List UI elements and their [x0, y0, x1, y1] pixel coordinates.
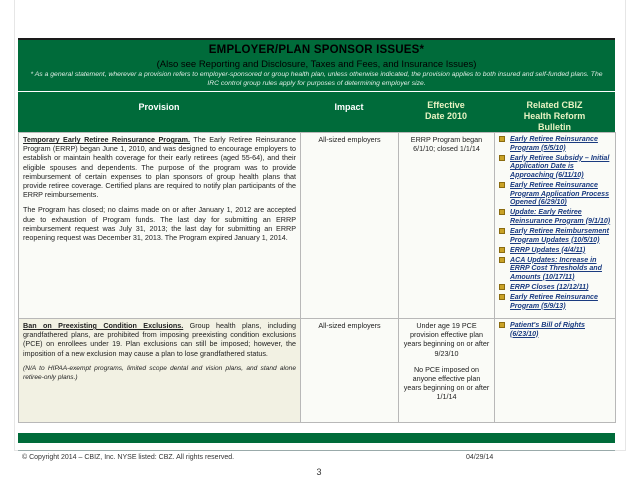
provision-text: The Program has closed; no claims made on or after January 1, 2012 are accepted due to exhaustion of Program funds. The last day for submitting an ERRP reimbursement request was July 31, 2013; the last day for submitting an ERRP reopening request was December 31, 2013. The Program expired January 1, 2014. [23, 205, 296, 243]
table-row [19, 319, 616, 423]
bulletin-link[interactable]: Early Retiree Reinsurance Program Application Process Opened (6/29/10) [499, 181, 611, 207]
page-subtitle: (Also see Reporting and Disclosure, Taxes and Fees, and Insurance Issues) [156, 59, 477, 70]
footer-divider [18, 450, 615, 451]
effective-date-text: No PCE imposed on anyone effective plan years beginning on or after 1/1/14 [403, 364, 490, 402]
related-bulletins-cell [495, 133, 616, 319]
provision-title: Ban on Preexisting Condition Exclusions. [23, 321, 184, 330]
effective-date-text: Under age 19 PCE provision effective plan years beginning on or after 9/23/10 [403, 321, 490, 358]
footer-date: 04/29/14 [466, 454, 494, 461]
bulletin-link[interactable]: Early Retiree Reinsurance Program (5/9/13) [499, 293, 611, 310]
col-related-bulletin-header: Related CBIZ Health Reform Bulletin [523, 100, 586, 132]
scope-note: * As a general statement, wherever a provision refers to employer-sponsored or group health plan, unless otherwise indicated, the provision applies to both insured and self-funded plans. The IRC control group rules apply for purposes of determining employer size. [30, 71, 603, 87]
bullet-square-icon [499, 209, 505, 215]
bullet-square-icon [499, 257, 505, 263]
bottom-rule [18, 433, 615, 443]
col-provision-header: Provision [138, 102, 180, 112]
col-impact-header: Impact [334, 102, 364, 112]
bullet-square-icon [499, 322, 505, 328]
bullet-square-icon [499, 155, 505, 161]
effective-date-cell [399, 319, 495, 423]
bulletin-link[interactable]: Early Retiree Reimbursement Program Updates (10/5/10) [499, 227, 611, 244]
effective-date-cell: ERRP Program began 6/1/10; closed 1/1/14 [399, 133, 495, 319]
impact-cell: All-sized employers [301, 133, 399, 319]
table-row [19, 133, 616, 319]
bulletin-link[interactable]: Early Retiree Reinsurance Program (5/5/10) [499, 135, 611, 152]
bulletin-link[interactable]: ERRP Closes (12/12/11) [499, 283, 611, 292]
bulletin-link[interactable]: ACA Updates: Increase in ERRP Cost Thresholds and Amounts (10/17/11) [499, 256, 611, 282]
col-effective-date-header: Effective Date 2010 [424, 100, 468, 121]
provision-text: The Early Retiree Reinsurance Program (ERRP) began June 1, 2010, and was designed to encourage employers to establish or maintain health coverage for their early retirees (aged 55-64), and their eligible spouses and dependents. The purpose of the program was to provide reimbursement of certain expenses to plan sponsors of group health plans that provide retiree coverage. Certified plans are required to notify plan participants of the ERRP reimbursements. [23, 135, 296, 200]
bulletin-link[interactable]: ERRP Updates (4/4/11) [499, 246, 611, 255]
bullet-square-icon [499, 294, 505, 300]
bulletin-link[interactable]: Early Retiree Subsidy – Initial Application Date is Approaching (6/11/10) [499, 154, 611, 180]
bullet-square-icon [499, 284, 505, 290]
bulletin-link[interactable]: Update: Early Retiree Reinsurance Program (9/1/10) [499, 208, 611, 225]
provision-cell [19, 319, 301, 423]
bulletin-link[interactable]: Patient's Bill of Rights (6/23/10) [499, 321, 611, 338]
title-banner [18, 38, 615, 91]
copyright-text: © Copyright 2014 – CBIZ, Inc. NYSE listed: CBZ. All rights reserved. [22, 454, 235, 461]
table-header [18, 92, 615, 132]
provision-text: Group health plans, including grandfathered plans, are prohibited from imposing preexisting condition exclusions (PCE) on enrollees under 19. Plan exclusions can still be imposed; however, the imposition of a new exclusion may cause a plan to lose grandfathered status. [23, 321, 296, 358]
page-number: 3 [316, 467, 322, 477]
exemption-note: (N/A to HIPAA-exempt programs, limited scope dental and vision plans, and stand alone retiree-only plans.) [23, 364, 296, 382]
provisions-table [18, 132, 616, 423]
bullet-square-icon [499, 228, 505, 234]
bullet-square-icon [499, 136, 505, 142]
page-title: EMPLOYER/PLAN SPONSOR ISSUES* [208, 44, 425, 56]
related-bulletins-cell [495, 319, 616, 423]
provision-title: Temporary Early Retiree Reinsurance Program. [23, 135, 191, 144]
bullet-square-icon [499, 182, 505, 188]
impact-cell: All-sized employers [301, 319, 399, 423]
bullet-square-icon [499, 247, 505, 253]
provision-cell [19, 133, 301, 319]
